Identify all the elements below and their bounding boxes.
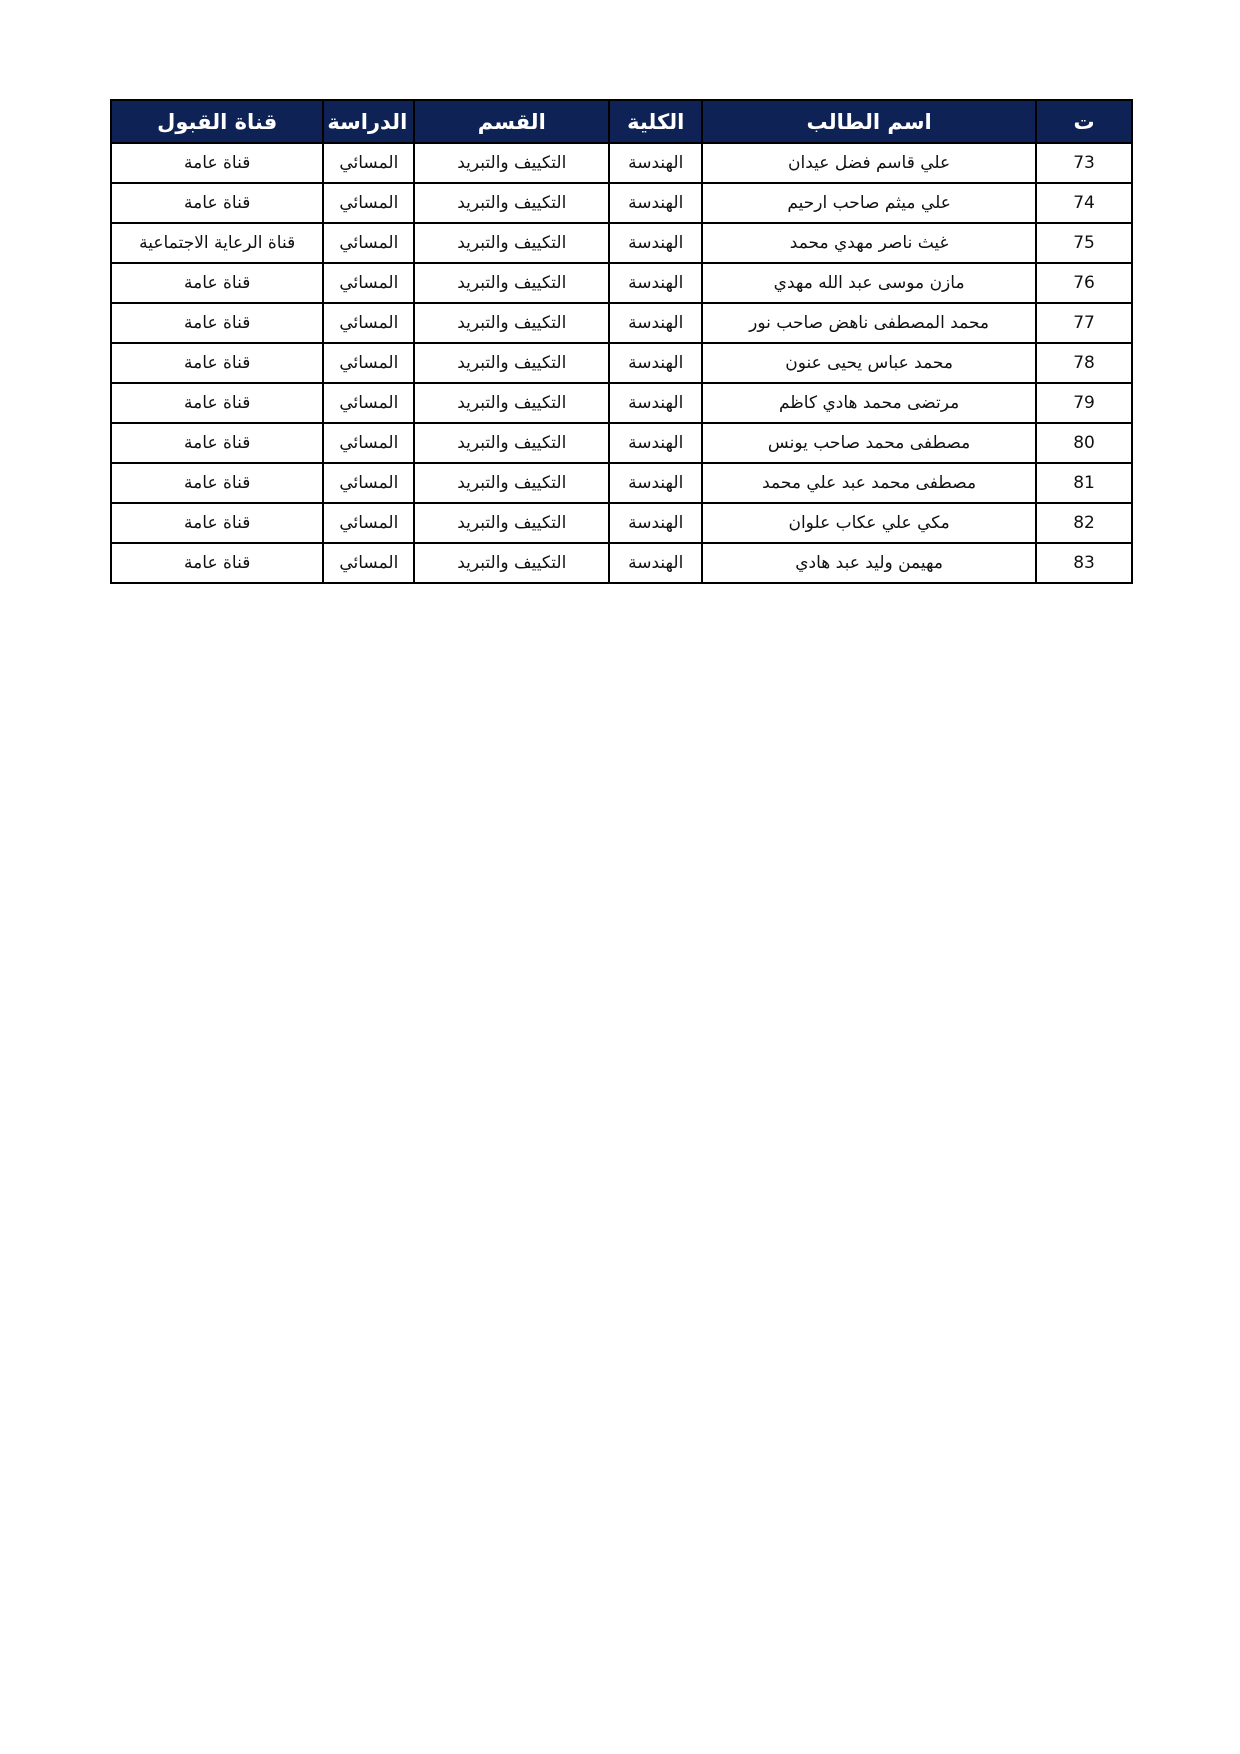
table-row — [111, 223, 1132, 263]
cell-college: الهندسة — [609, 463, 702, 503]
table-row — [111, 143, 1132, 183]
cell-admission-channel: قناة عامة — [111, 503, 323, 543]
cell-department: التكييف والتبريد — [414, 183, 609, 223]
cell-department: التكييف والتبريد — [414, 383, 609, 423]
cell-number: 74 — [1036, 183, 1132, 223]
cell-admission-channel: قناة عامة — [111, 423, 323, 463]
cell-number: 79 — [1036, 383, 1132, 423]
cell-study: المسائي — [323, 223, 414, 263]
cell-department: التكييف والتبريد — [414, 343, 609, 383]
cell-department: التكييف والتبريد — [414, 423, 609, 463]
cell-number: 73 — [1036, 143, 1132, 183]
cell-admission-channel: قناة عامة — [111, 303, 323, 343]
table-row — [111, 183, 1132, 223]
cell-student-name: علي ميثم صاحب ارحيم — [702, 183, 1036, 223]
cell-study: المسائي — [323, 343, 414, 383]
col-header-number: ت — [1036, 100, 1132, 143]
cell-study: المسائي — [323, 543, 414, 583]
cell-student-name: مصطفى محمد عبد علي محمد — [702, 463, 1036, 503]
cell-study: المسائي — [323, 303, 414, 343]
cell-admission-channel: قناة عامة — [111, 263, 323, 303]
cell-student-name: مرتضى محمد هادي كاظم — [702, 383, 1036, 423]
cell-college: الهندسة — [609, 143, 702, 183]
table-row — [111, 383, 1132, 423]
cell-college: الهندسة — [609, 183, 702, 223]
cell-study: المسائي — [323, 503, 414, 543]
cell-department: التكييف والتبريد — [414, 543, 609, 583]
cell-study: المسائي — [323, 463, 414, 503]
cell-student-name: مازن موسى عبد الله مهدي — [702, 263, 1036, 303]
col-header-study: الدراسة — [323, 100, 414, 143]
table-row — [111, 463, 1132, 503]
cell-admission-channel: قناة عامة — [111, 183, 323, 223]
cell-college: الهندسة — [609, 543, 702, 583]
col-header-college: الكلية — [609, 100, 702, 143]
cell-study: المسائي — [323, 383, 414, 423]
col-header-student-name: اسم الطالب — [702, 100, 1036, 143]
table-row — [111, 343, 1132, 383]
cell-admission-channel: قناة عامة — [111, 343, 323, 383]
table-row — [111, 503, 1132, 543]
cell-number: 78 — [1036, 343, 1132, 383]
cell-study: المسائي — [323, 263, 414, 303]
cell-student-name: مهيمن وليد عبد هادي — [702, 543, 1036, 583]
cell-college: الهندسة — [609, 503, 702, 543]
cell-student-name: محمد عباس يحيى عنون — [702, 343, 1036, 383]
col-header-department: القسم — [414, 100, 609, 143]
cell-number: 80 — [1036, 423, 1132, 463]
cell-department: التكييف والتبريد — [414, 503, 609, 543]
cell-number: 83 — [1036, 543, 1132, 583]
cell-college: الهندسة — [609, 423, 702, 463]
cell-admission-channel: قناة الرعاية الاجتماعية — [111, 223, 323, 263]
cell-study: المسائي — [323, 183, 414, 223]
table-row — [111, 423, 1132, 463]
cell-admission-channel: قناة عامة — [111, 463, 323, 503]
cell-college: الهندسة — [609, 383, 702, 423]
cell-department: التكييف والتبريد — [414, 303, 609, 343]
table-row — [111, 263, 1132, 303]
cell-number: 82 — [1036, 503, 1132, 543]
cell-student-name: مصطفى محمد صاحب يونس — [702, 423, 1036, 463]
cell-student-name: علي قاسم فضل عيدان — [702, 143, 1036, 183]
cell-department: التكييف والتبريد — [414, 223, 609, 263]
col-header-admission-channel: قناة القبول — [111, 100, 323, 143]
cell-department: التكييف والتبريد — [414, 263, 609, 303]
cell-department: التكييف والتبريد — [414, 143, 609, 183]
cell-department: التكييف والتبريد — [414, 463, 609, 503]
cell-college: الهندسة — [609, 263, 702, 303]
cell-number: 76 — [1036, 263, 1132, 303]
cell-college: الهندسة — [609, 303, 702, 343]
cell-admission-channel: قناة عامة — [111, 143, 323, 183]
students-admission-table — [110, 99, 1133, 584]
header-row — [111, 100, 1132, 143]
cell-student-name: محمد المصطفى ناهض صاحب نور — [702, 303, 1036, 343]
cell-admission-channel: قناة عامة — [111, 543, 323, 583]
cell-student-name: مكي علي عكاب علوان — [702, 503, 1036, 543]
cell-number: 77 — [1036, 303, 1132, 343]
cell-student-name: غيث ناصر مهدي محمد — [702, 223, 1036, 263]
cell-number: 75 — [1036, 223, 1132, 263]
table-row — [111, 303, 1132, 343]
cell-study: المسائي — [323, 143, 414, 183]
cell-college: الهندسة — [609, 343, 702, 383]
cell-admission-channel: قناة عامة — [111, 383, 323, 423]
cell-number: 81 — [1036, 463, 1132, 503]
table-row — [111, 543, 1132, 583]
cell-college: الهندسة — [609, 223, 702, 263]
cell-study: المسائي — [323, 423, 414, 463]
